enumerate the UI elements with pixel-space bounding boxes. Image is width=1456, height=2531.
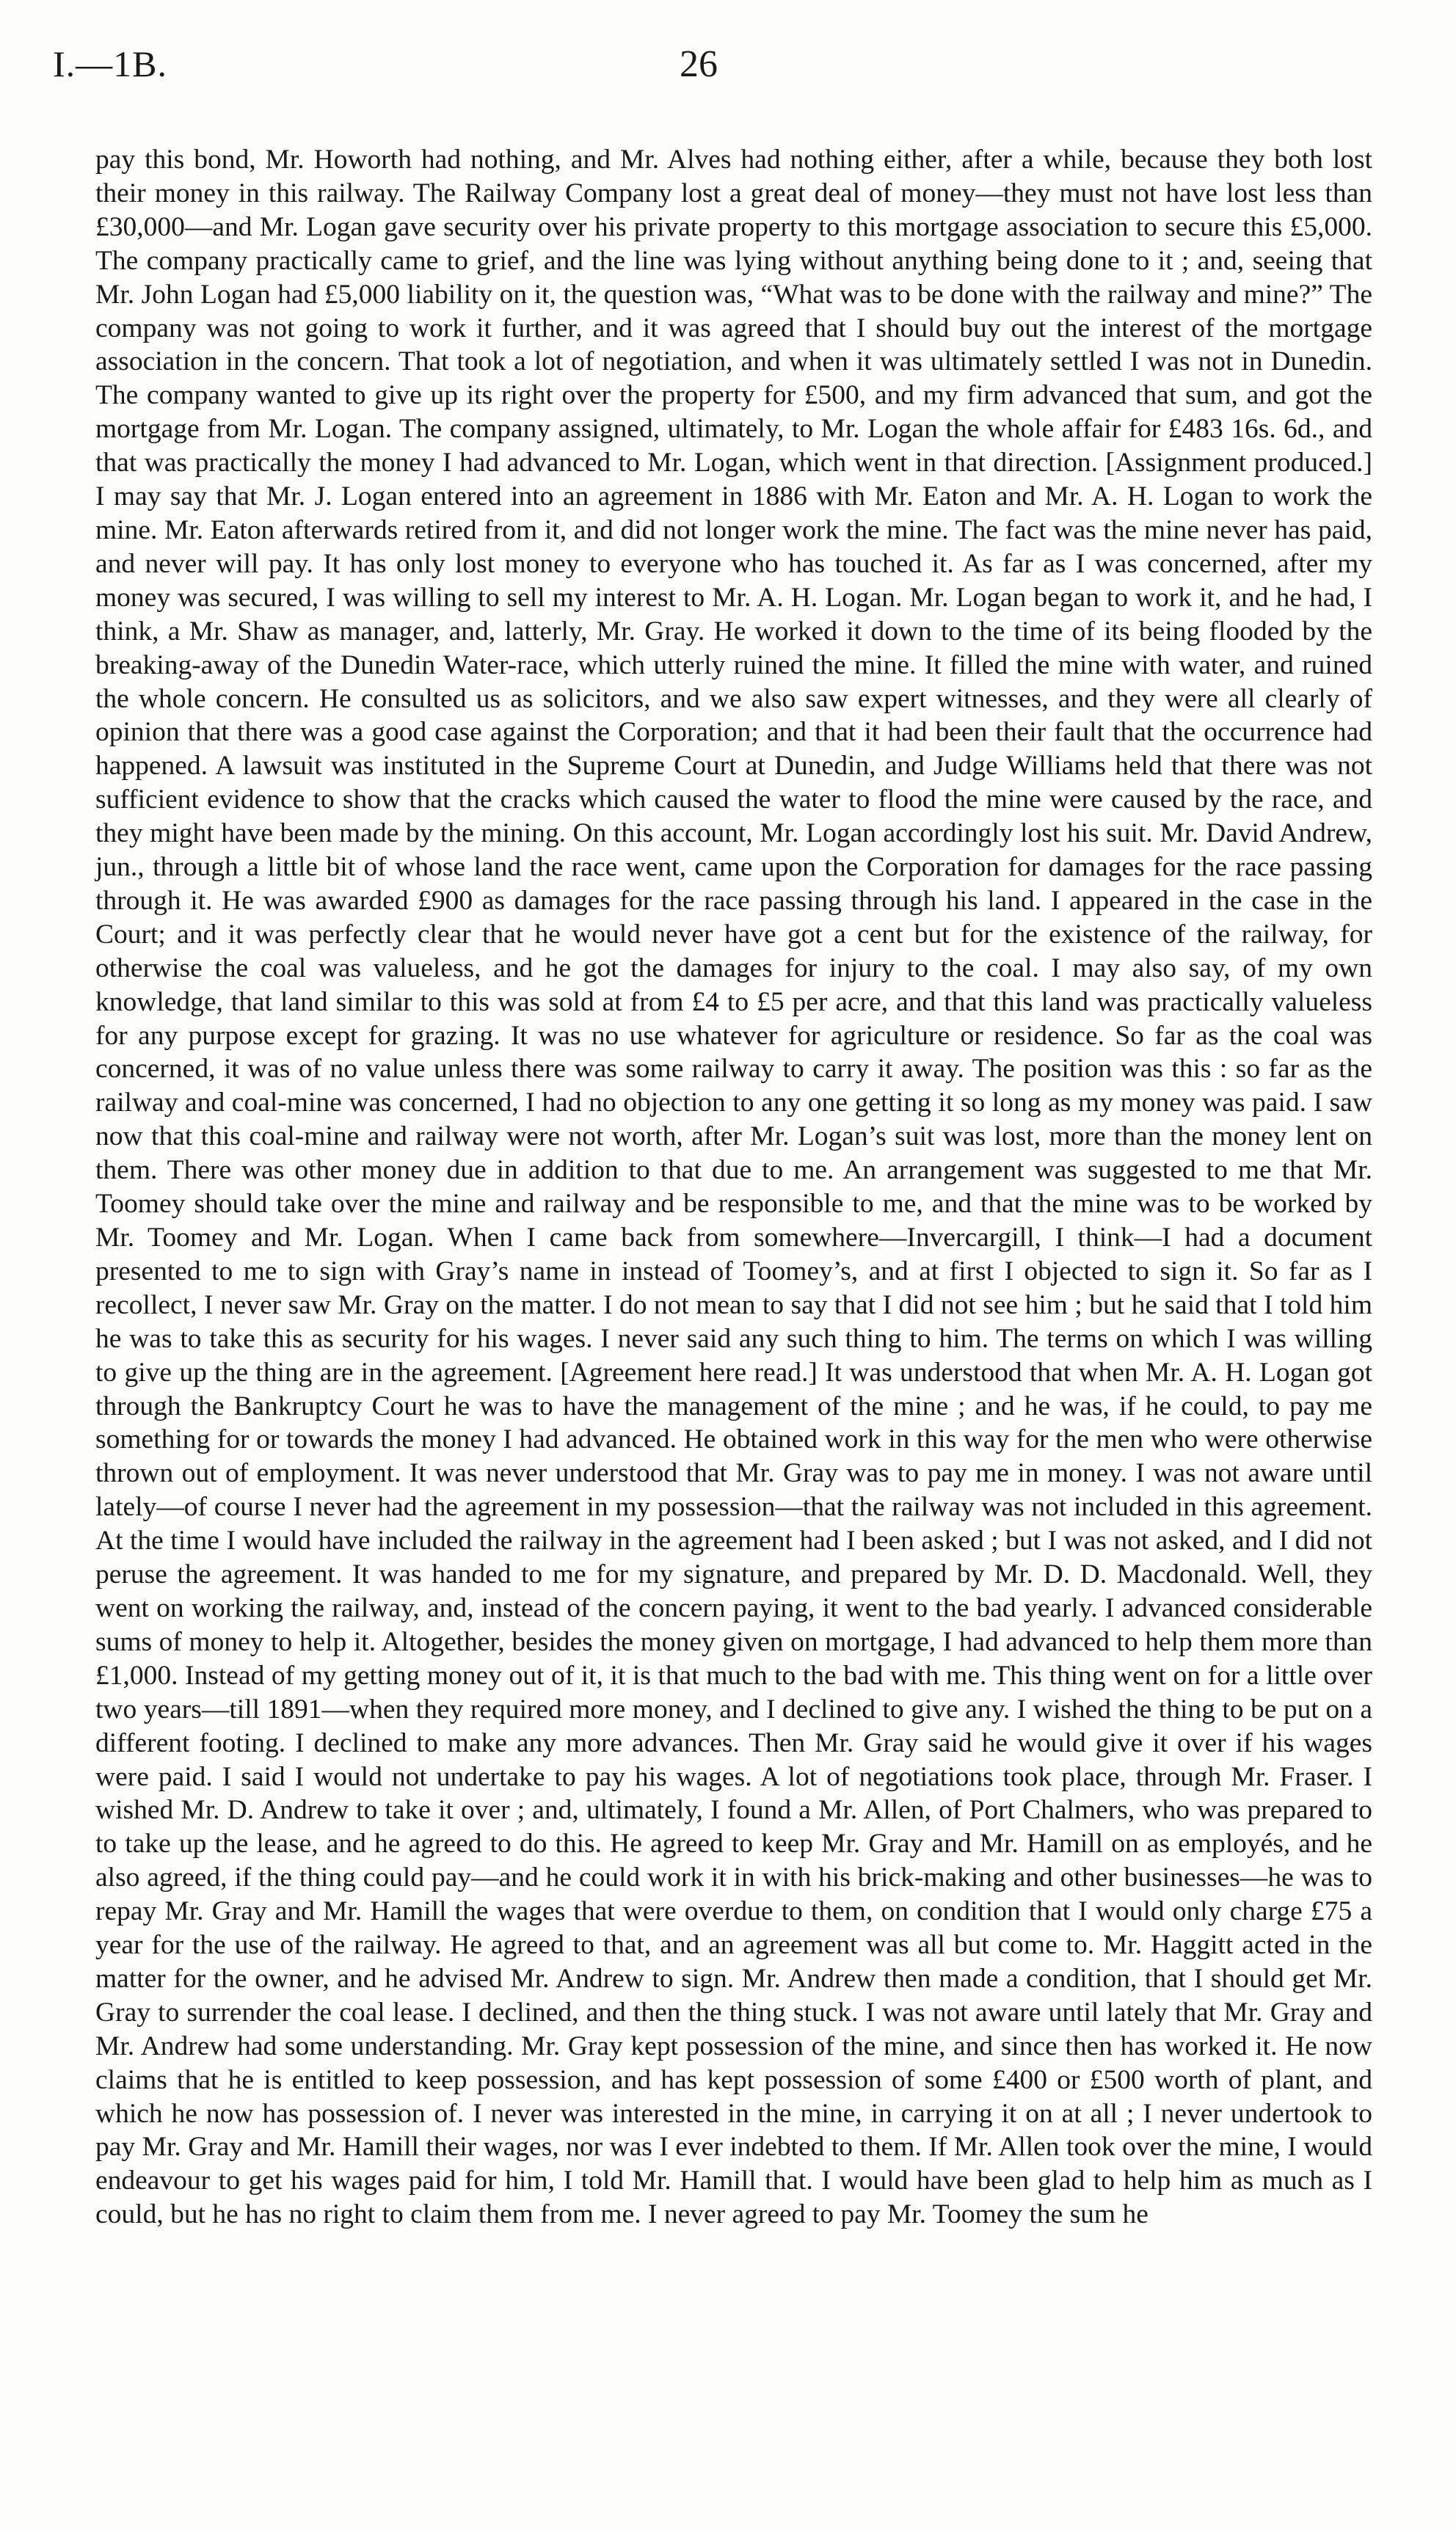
testimony-paragraph: pay this bond, Mr. Howorth had nothing, and Mr. Alves had nothing either, after a while, because they both lost their money in this railway. The Railway Company lost a great deal of money—they must not have lost less than £30,000—and Mr. Logan gave security over his private property to this mortgage association to secure this £5,000. The company practically came to grief, and the line was lying without anything being done to it ; and, seeing that Mr. John Logan had £5,000 liability on it, the question was, “What was to be done with the railway and mine?” The company was not going to work it further, and it was agreed that I should buy out the interest of the mortgage association in the concern. That took a lot of negotiation, and when it was ultimately settled I was not in Dunedin. The company wanted to give up its right over the property for £500, and my firm advanced that sum, and got the mortgage from Mr. Logan. The company assigned, ultimately, to Mr. Logan the whole affair for £483 16s. 6d., and that was practically the money I had advanced to Mr. Logan, which went in that direction. [Assignment produced.] I may say that Mr. J. Logan entered into an agreement in 1886 with Mr. Eaton and Mr. A. H. Logan to work the mine. Mr. Eaton afterwards retired from it, and did not longer work the mine. The fact was the mine never has paid, and never will pay. It has only lost money to everyone who has touched it. As far as I was concerned, after my money was secured, I was willing to sell my interest to Mr. A. H. Logan. Mr. Logan began to work it, and he had, I think, a Mr. Shaw as manager, and, latterly, Mr. Gray. He worked it down to the time of its being flooded by the breaking-away of the Dunedin Water-race, which utterly ruined the mine. It filled the mine with water, and ruined the whole concern. He consulted us as solicitors, and we also saw expert witnesses, and they were all clearly of opinion that there was a good case against the Corporation; and that it had been their fault that the occurrence had happened. A lawsuit was instituted in the Supreme Court at Dunedin, and Judge Williams held that there was not sufficient evidence to show that the cracks which caused the water to flood the mine were caused by the race, and they might have been made by the mining. On this account, Mr. Logan accordingly lost his suit. Mr. David Andrew, jun., through a little bit of whose land the race went, came upon the Corporation for damages for the race passing through it. He was awarded £900 as damages for the race passing through his land. I appeared in the case in the Court; and it was perfectly clear that he would never have got a cent but for the existence of the railway, for otherwise the coal was valueless, and he got the damages for injury to the coal. I may also say, of my own knowledge, that land similar to this was sold at from £4 to £5 per acre, and that this land was practically valueless for any purpose except for grazing. It was no use whatever for agriculture or residence. So far as the coal was concerned, it was of no value unless there was some railway to carry it away. The position was this : so far as the railway and coal-mine was concerned, I had no objection to any one getting it so long as my money was paid. I saw now that this coal-mine and railway were not worth, after Mr. Logan’s suit was lost, more than the money lent on them. There was other money due in addition to that due to me. An arrangement was suggested to me that Mr. Toomey should take over the mine and railway and be responsible to me, and that the mine was to be worked by Mr. Toomey and Mr. Logan. When I came back from somewhere—Invercargill, I think—I had a document presented to me to sign with Gray’s name in instead of Toomey’s, and at first I objected to sign it. So far as I recollect, I never saw Mr. Gray on the matter. I do not mean to say that I did not see him ; but he said that I told him he was to take this as security for his wages. I never said any such thing to him. The terms on which I was willing to give up the thing are in the agreement. [Agreement here read.] It was understood that when Mr. A. H. Logan got through the Bankruptcy Court he was to have the management of the mine ; and he was, if he could, to pay me something for or towards the money I had advanced. He obtained work in this way for the men who were otherwise thrown out of employment. It was never understood that Mr. Gray was to pay me in money. I was not aware until lately—of course I never had the agreement in my possession—that the railway was not included in this agreement. At the time I would have included the railway in the agreement had I been asked ; but I was not asked, and I did not peruse the agreement. It was handed to me for my signature, and prepared by Mr. D. D. Macdonald. Well, they went on working the railway, and, instead of the concern paying, it went to the bad yearly. I advanced considerable sums of money to help it. Altogether, besides the money given on mortgage, I had advanced to help them more than £1,000. Instead of my getting money out of it, it is that much to the bad with me. This thing went on for a little over two years—till 1891—when they required more money, and I declined to give any. I wished the thing to be put on a different footing. I declined to make any more advances. Then Mr. Gray said he would give it over if his wages were paid. I said I would not undertake to pay his wages. A lot of negotiations took place, through Mr. Fraser. I wished Mr. D. Andrew to take it over ; and, ultimately, I found a Mr. Allen, of Port Chalmers, who was prepared to to take up the lease, and he agreed to do this. He agreed to keep Mr. Gray and Mr. Hamill on as employés, and he also agreed, if the thing could pay—and he could work it in with his brick-making and other businesses—he was to repay Mr. Gray and Mr. Hamill the wages that were overdue to them, on condition that I would only charge £75 a year for the use of the railway. He agreed to that, and an agreement was all but come to. Mr. Haggitt acted in the matter for the owner, and he advised Mr. Andrew to sign. Mr. Andrew then made a condition, that I should get Mr. Gray to surrender the coal lease. I declined, and then the thing stuck. I was not aware until lately that Mr. Gray and Mr. Andrew had some understanding. Mr. Gray kept possession of the mine, and since then has worked it. He now claims that he is entitled to keep possession, and has kept possession of some £400 or £500 worth of plant, and which he now has possession of. I never was interested in the mine, in carrying it on at all ; I never undertook to pay Mr. Gray and Mr. Hamill their wages, nor was I ever indebted to them. If Mr. Allen took over the mine, I would endeavour to get his wages paid for him, I told Mr. Hamill that. I would have been glad to help him as much as I could, but he has no right to claim them from me. I never agreed to pay Mr. Toomey the sum he <box>95 145 1372 2230</box>
parliamentary-paper-reference: I.—1B. <box>53 43 167 84</box>
page-number: 26 <box>680 43 718 85</box>
body-text-column <box>95 143 1372 2232</box>
running-header <box>53 43 1344 101</box>
